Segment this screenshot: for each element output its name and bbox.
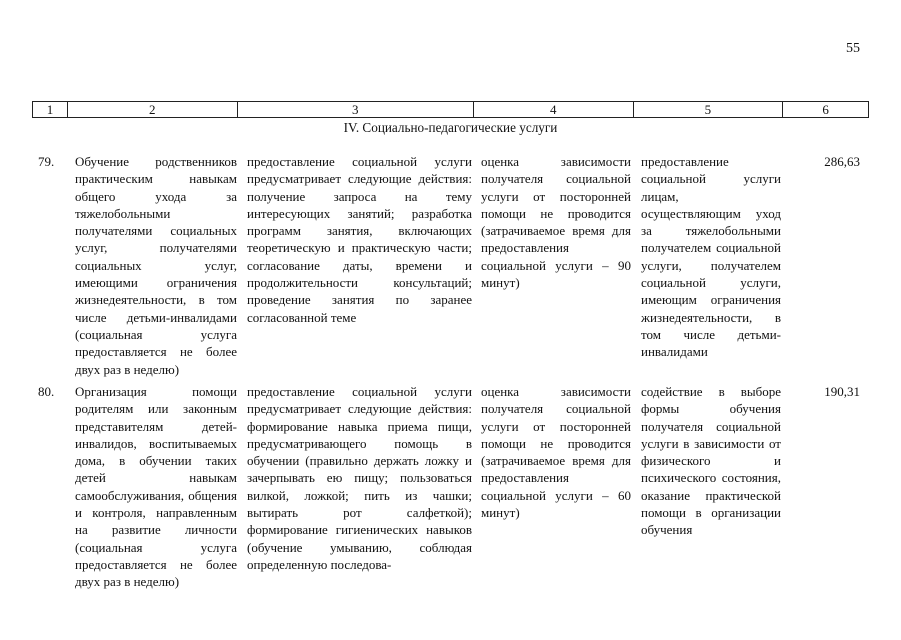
service-rate: 190,31: [824, 384, 860, 399]
column-number-6: 6: [822, 102, 829, 117]
table-column-header: [32, 101, 869, 118]
column-number-2: 2: [68, 102, 238, 117]
dependency-assessment: оценка зависимости получателя социальной услуги от посторонней помощи не проводится (затрачиваемое время для предоставления социальной услуги – 60 минут): [481, 384, 631, 521]
service-content: предоставление социальной услуги предусматривает следующие действия: формирование навыка приема пищи, предусматривающего помощь в обучении (правильно держать ложку и зачерпывать ею пищу; пользоваться вилкой, ложкой; пить из чашки; вытирать рот салфеткой); формирование гигиенических навыков (обучение умыванию, соблюдая определенную последова-: [247, 384, 472, 572]
service-conditions: содействие в выборе формы обучения получателя социальной услуги в зависимости от физического и психического состояния, оказание практической помощи в организации обучения: [641, 384, 781, 538]
service-name: Организация помощи родителям или законным представителям детей-инвалидов, воспитываемых дома, в обучении таких детей навыкам самообслуживания, общения и контроля, направленным на развитие личности (социальная услуга предоставляется не более двух раз в неделю): [75, 384, 237, 590]
column-number-3: 3: [238, 102, 474, 117]
column-number-5: 5: [634, 102, 784, 117]
column-number-1: 1: [33, 102, 68, 117]
column-number-4: 4: [474, 102, 634, 117]
row-number: 80.: [38, 384, 55, 399]
section-title: IV. Социально-педагогические услуги: [343, 120, 558, 135]
dependency-assessment: оценка зависимости получателя социальной услуги от посторонней помощи не проводится (затрачиваемое время для предоставления социальной услуги – 90 минут): [481, 154, 631, 291]
page-number: 55: [846, 41, 860, 56]
service-name: Обучение родственников практическим навыкам общего ухода за тяжелобольными получателями социальных услуг, получателями социальных услуг, имеющими ограничения жизнедеятельности, в том числе детьми-инвалидами (социальная услуга предоставляется не более двух раз в неделю): [75, 154, 237, 377]
service-conditions: предоставление социальной услуги лицам, осуществляющим уход за тяжелобольными получателем социальной услуги, получателем социальной услуги, имеющим ограничения жизнедеятельности, в том числе детьми-инвалидами: [641, 154, 781, 360]
row-number: 79.: [38, 154, 55, 169]
service-rate: 286,63: [824, 154, 860, 169]
service-content: предоставление социальной услуги предусматривает следующие действия: получение запроса на тему интересующих занятий; разработка программ занятия, включающих теоретическую и практическую части; согласование даты, времени и продолжительности консультаций; проведение занятия по заранее согласованной теме: [247, 154, 472, 325]
